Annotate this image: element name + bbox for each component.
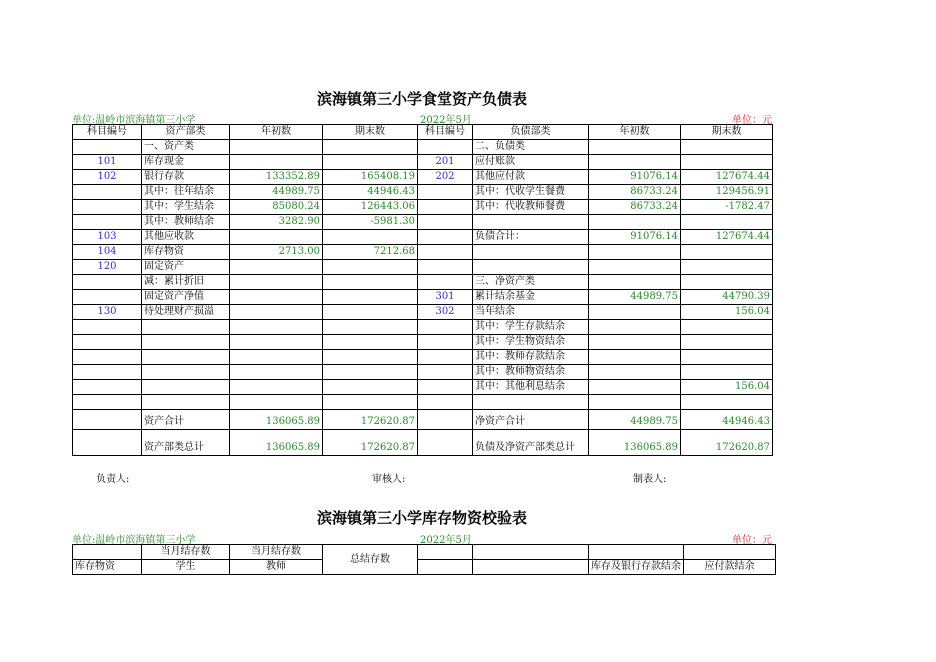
balance-row [73,155,773,170]
preparer-label: 制表人: [633,474,667,485]
cell [473,215,589,230]
cell [230,320,323,335]
cell [73,410,142,430]
balance-row [73,430,773,456]
cell [230,365,323,380]
cell: 资产部类 [142,125,230,140]
cell [681,155,773,170]
cell [142,320,230,335]
cell [589,320,681,335]
cell: 130 [73,305,142,320]
cell [73,380,142,395]
balance-row [73,380,773,395]
balance-row [73,335,773,350]
cell: 102 [73,170,142,185]
cell: 负债部类 [473,125,589,140]
inventory-header-bottom [73,560,776,575]
cell [418,275,473,290]
cell [230,155,323,170]
cell [230,350,323,365]
balance-header-row [73,125,773,140]
cell: 三、净资产类 [473,275,589,290]
cell [142,335,230,350]
cell [230,275,323,290]
cell: -1782.47 [681,200,773,215]
balance-row [73,215,773,230]
cell: 104 [73,245,142,260]
cell [418,260,473,275]
cell [473,245,589,260]
inventory-sheet-title: 滨海镇第三小学库存物资校验表 [316,509,527,527]
cell: 累计结余基金 [473,290,589,305]
cell [418,215,473,230]
cell [589,140,681,155]
cell [230,290,323,305]
cell [589,365,681,380]
cell [73,320,142,335]
report-period-2: 2022年5月 [420,535,472,546]
cell: 133352.89 [230,170,323,185]
balance-row [73,365,773,380]
balance-row [73,140,773,155]
cell [418,320,473,335]
cell [230,395,323,410]
balance-sheet-title: 滨海镇第三小学食堂资产负债表 [316,90,527,108]
cell [73,140,142,155]
cell [418,365,473,380]
cell: 126443.06 [323,200,418,215]
cell: 86733.24 [589,200,681,215]
cell: 156.04 [681,380,773,395]
balance-row [73,320,773,335]
cell [73,430,142,456]
cell [681,245,773,260]
cell [323,230,418,245]
balance-row [73,410,773,430]
cell: 其中：学生物资结余 [473,335,589,350]
cell [681,275,773,290]
cell: 2713.00 [230,245,323,260]
cell: 应付账款 [473,155,589,170]
cell [473,395,589,410]
header-cell: 应付款结余 [684,560,776,575]
balance-row [73,395,773,410]
balance-row [73,185,773,200]
cell [418,200,473,215]
cell: 其中：教师结余 [142,215,230,230]
header-cell: 库存物资 [73,560,142,575]
cell [473,260,589,275]
balance-row [73,170,773,185]
balance-row [73,245,773,260]
cell: 7212.68 [323,245,418,260]
cell [681,335,773,350]
cell: 129456.91 [681,185,773,200]
cell: 44989.75 [589,410,681,430]
cell: 待处理财产损溢 [142,305,230,320]
inventory-check-table [72,544,776,575]
cell [681,350,773,365]
cell: 136065.89 [230,430,323,456]
cell: 120 [73,260,142,275]
cell: 负债及净资产部类总计 [473,430,589,456]
cell: 其中：教师存款结余 [473,350,589,365]
cell: 101 [73,155,142,170]
cell [73,365,142,380]
cell: 其中：往年结余 [142,185,230,200]
cell [681,395,773,410]
cell: 库存物资 [142,245,230,260]
cell [589,395,681,410]
cell: 资产合计 [142,410,230,430]
cell: 净资产合计 [473,410,589,430]
cell: 库存现金 [142,155,230,170]
cell [73,215,142,230]
cell [142,395,230,410]
cell: 44989.75 [589,290,681,305]
cell: 固定资产 [142,260,230,275]
cell [418,140,473,155]
cell: 301 [418,290,473,305]
header-cell [473,560,589,575]
cell [589,260,681,275]
cell [681,260,773,275]
cell: 172620.87 [323,410,418,430]
header-cell [418,560,473,575]
cell [418,430,473,456]
header-cell [473,545,589,560]
cell [230,140,323,155]
cell: 期末数 [681,125,773,140]
cell [323,335,418,350]
cell: 127674.44 [681,170,773,185]
cell: 103 [73,230,142,245]
cell: 165408.19 [323,170,418,185]
cell [230,335,323,350]
cell [418,185,473,200]
cell [418,335,473,350]
cell: -5981.30 [323,215,418,230]
cell [73,395,142,410]
cell: 当年结余 [473,305,589,320]
cell: 其中：代收学生餐费 [473,185,589,200]
cell: 44946.43 [323,185,418,200]
header-cell: 总结存数 [323,545,418,575]
header-cell: 当月结存数 [142,545,230,560]
cell: 201 [418,155,473,170]
cell: 其中：代收教师餐费 [473,200,589,215]
report-period: 2022年5月 [420,115,472,126]
cell [418,350,473,365]
balance-row [73,305,773,320]
cell [589,335,681,350]
cell: 二、负债类 [473,140,589,155]
cell: 期末数 [323,125,418,140]
cell: 年初数 [230,125,323,140]
header-cell [589,545,684,560]
cell: 一、资产类 [142,140,230,155]
cell [323,395,418,410]
cell: 其中：学生结余 [142,200,230,215]
cell: 资产部类总计 [142,430,230,456]
cell [418,410,473,430]
cell: 91076.14 [589,170,681,185]
unit-organization: 单位:温岭市滨海镇第三小学 [72,115,196,126]
cell: 科目编号 [73,125,142,140]
cell [323,290,418,305]
cell [418,380,473,395]
cell: 其中：学生存款结余 [473,320,589,335]
cell: 86733.24 [589,185,681,200]
cell [142,380,230,395]
header-cell [684,545,776,560]
cell [230,305,323,320]
cell [230,230,323,245]
currency-unit-2: 单位：元 [732,535,772,546]
currency-unit: 单位：元 [732,115,772,126]
cell: 85080.24 [230,200,323,215]
cell [589,155,681,170]
unit-organization-2: 单位:温岭市滨海镇第三小学 [72,535,196,546]
cell: 156.04 [681,305,773,320]
cell [323,275,418,290]
cell [230,380,323,395]
balance-row [73,260,773,275]
cell: 其中：教师物资结余 [473,365,589,380]
cell [230,260,323,275]
header-cell [418,545,473,560]
cell [323,320,418,335]
auditor-label: 审核人: [372,474,406,485]
cell [418,230,473,245]
balance-sheet-table [72,124,773,456]
cell [142,350,230,365]
cell [589,275,681,290]
cell [681,320,773,335]
cell [73,350,142,365]
cell [73,200,142,215]
cell [418,245,473,260]
cell: 44946.43 [681,410,773,430]
cell: 202 [418,170,473,185]
header-cell [73,545,142,560]
cell [73,290,142,305]
header-cell: 库存及银行存款结余 [589,560,684,575]
cell: 136065.89 [230,410,323,430]
cell: 负债合计： [473,230,589,245]
cell: 302 [418,305,473,320]
cell: 172620.87 [681,430,773,456]
cell: 其他应付款 [473,170,589,185]
cell [418,395,473,410]
header-cell: 学生 [142,560,230,575]
cell [681,140,773,155]
cell: 3282.90 [230,215,323,230]
cell [589,305,681,320]
cell [73,275,142,290]
inventory-header-top [73,545,776,560]
cell [323,350,418,365]
balance-row [73,275,773,290]
cell: 固定资产净值 [142,290,230,305]
cell [323,380,418,395]
cell [681,215,773,230]
balance-row [73,230,773,245]
cell [589,215,681,230]
cell [323,260,418,275]
cell: 科目编号 [418,125,473,140]
cell: 减：累计折旧 [142,275,230,290]
cell [73,335,142,350]
cell: 91076.14 [589,230,681,245]
cell [589,350,681,365]
cell [681,365,773,380]
balance-row [73,290,773,305]
cell: 127674.44 [681,230,773,245]
balance-row [73,350,773,365]
cell: 年初数 [589,125,681,140]
cell: 银行存款 [142,170,230,185]
cell [142,365,230,380]
header-cell: 教师 [230,560,323,575]
cell [323,365,418,380]
header-cell: 当月结存数 [230,545,323,560]
cell [323,140,418,155]
cell: 其他应收款 [142,230,230,245]
cell [73,185,142,200]
cell: 136065.89 [589,430,681,456]
cell [323,155,418,170]
cell [323,305,418,320]
balance-row [73,200,773,215]
cell [589,245,681,260]
cell: 44790.39 [681,290,773,305]
cell: 其中：其他利息结余 [473,380,589,395]
cell [589,380,681,395]
cell: 44989.75 [230,185,323,200]
cell: 172620.87 [323,430,418,456]
responsible-person-label: 负责人: [96,474,130,485]
